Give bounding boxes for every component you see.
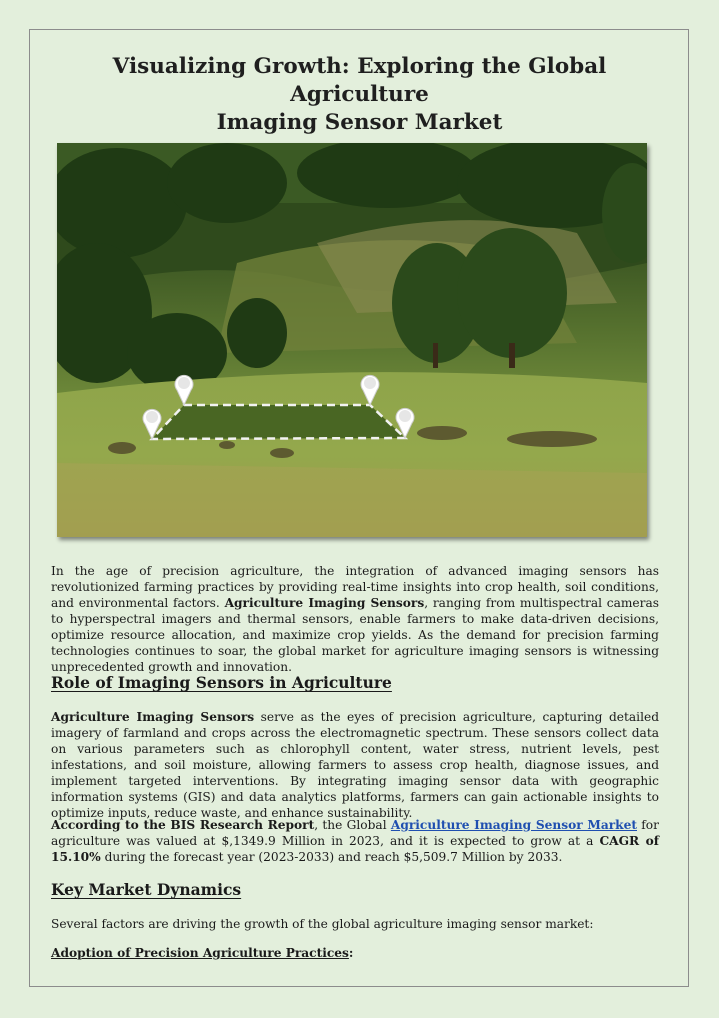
- role-bold-term: Agriculture Imaging Sensors: [51, 710, 255, 724]
- section-heading-dynamics: Key Market Dynamics: [51, 880, 242, 899]
- role-text: serve as the eyes of precision agriculture, capturing detailed imagery of farmland and crops across the electromagnetic spectrum. These sensors collect data on various parameters such as chlorophyll content, water stress, nutrient levels, pest infestations, and soil moisture, allowing farmers to assess crop health, diagnose issues, and implement targeted interventions. By integrating imaging sensor data with geographic information systems (GIS) and data analytics platforms, farmers can gain actionable insights to optimize inputs, reduce waste, and enhance sustainability.: [51, 710, 659, 820]
- report-text-3: during the forecast year (2023-2033) and reach $5,509.7 Million by 2033.: [100, 850, 563, 864]
- report-text-2: for agriculture was valued at $,1349.9 Million in 2023, and it is expected to grow at a: [51, 818, 659, 848]
- title-line-2: Imaging Sensor Market: [216, 110, 503, 135]
- subheading-precision-agriculture: [51, 946, 353, 960]
- intro-text-1: In the age of precision agriculture, the integration of advanced imaging sensors has revolutionized farming practices by providing real-time insights into crop health, soil conditions, and environmental factors.: [51, 564, 659, 610]
- role-paragraph: [51, 709, 659, 821]
- report-paragraph: [51, 817, 659, 865]
- report-source: According to the BIS Research Report: [51, 818, 315, 832]
- dynamics-paragraph: Several factors are driving the growth of the global agriculture imaging sensor market:: [51, 917, 594, 931]
- intro-bold-term: Agriculture Imaging Sensors: [224, 596, 425, 610]
- section-heading-role: Role of Imaging Sensors in Agriculture: [51, 673, 392, 692]
- report-text-1: , the Global: [314, 818, 391, 832]
- cagr-value: CAGR of 15.10%: [51, 834, 659, 864]
- title-line-1: Visualizing Growth: Exploring the Global Agriculture: [112, 54, 607, 107]
- subheading-colon: :: [348, 946, 354, 960]
- market-report-link[interactable]: Agriculture Imaging Sensor Market: [390, 818, 637, 832]
- intro-text-2: , ranging from multispectral cameras to hyperspectral imagers and thermal sensors, enable farmers to make data-driven decisions, optimize resource allocation, and maximize crop yields. As the demand for precision farming technologies continues to soar, the global market for agriculture imaging sensors is witnessing unprecedented growth and innovation.: [51, 596, 659, 674]
- page-title: [40, 53, 679, 137]
- intro-paragraph: [51, 563, 659, 675]
- field-photo: [57, 143, 647, 537]
- subheading-text: Adoption of Precision Agriculture Practices: [51, 946, 349, 960]
